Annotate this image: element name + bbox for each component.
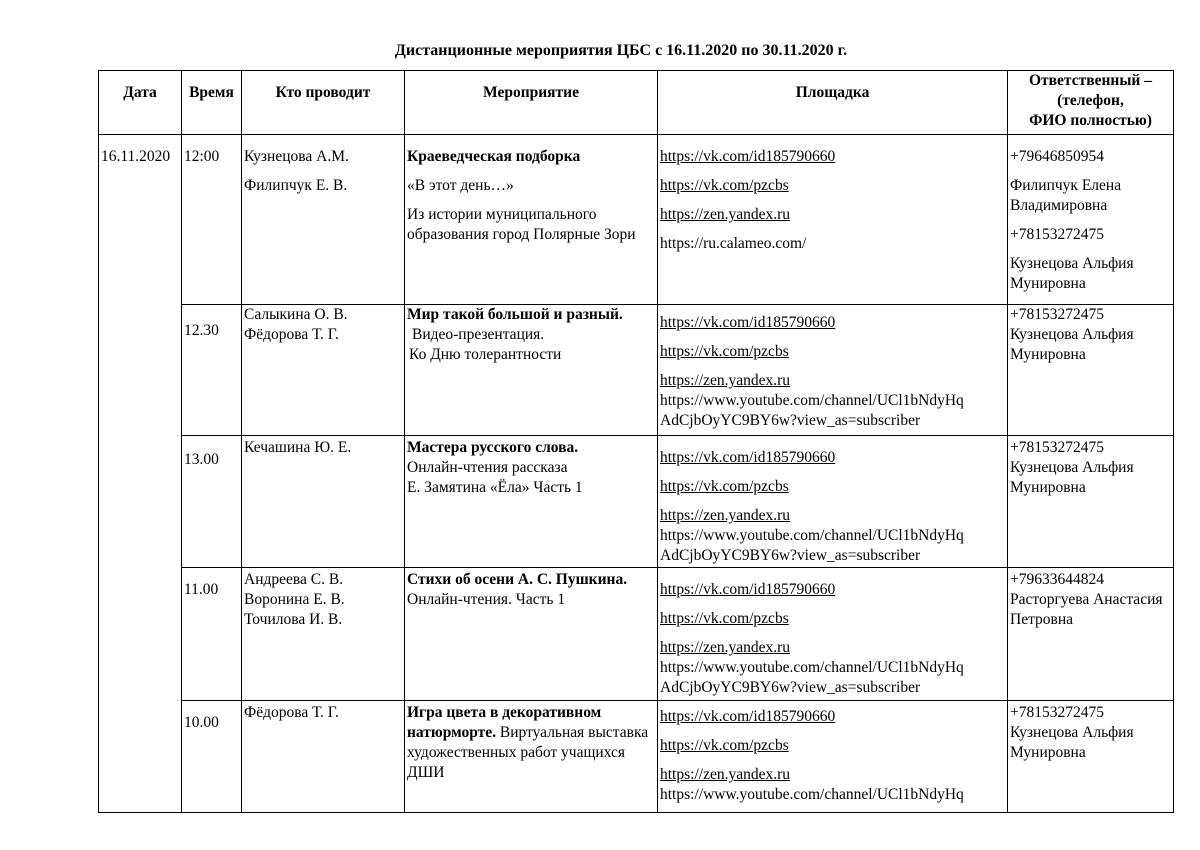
youtube-url-cont: AdCjbOyYC9BY6w?view_as=subscriber <box>660 412 921 429</box>
venue-cell <box>658 701 1008 813</box>
person-name: Расторгуева Анастасия Петровна <box>1010 591 1163 628</box>
header-date: Дата <box>99 71 182 135</box>
vk-pzcbs-link[interactable]: https://vk.com/pzcbs <box>660 177 789 194</box>
time-cell: 12.30 <box>182 305 242 436</box>
phone: +78153272475 <box>1010 226 1104 243</box>
time-cell: 13.00 <box>182 436 242 568</box>
youtube-url: https://www.youtube.com/channel/UCl1bNdyHq <box>660 392 964 409</box>
person-name: Кузнецова Альфия Мунировна <box>1010 255 1134 292</box>
venue-cell <box>658 305 1008 436</box>
who-cell <box>242 568 405 701</box>
person-name: Кузнецова Альфия Мунировна <box>1010 724 1134 761</box>
vk-id-link[interactable]: https://vk.com/id185790660 <box>660 314 836 331</box>
header-time: Время <box>182 71 242 135</box>
person-name: Филипчук Елена Владимировна <box>1010 177 1122 214</box>
header-resp-line1: Ответственный – <box>1029 72 1152 89</box>
responsible-cell <box>1008 701 1174 813</box>
calameo-url: https://ru.calameo.com/ <box>660 235 807 252</box>
who-name: Кузнецова А.М. <box>244 148 349 165</box>
event-cell <box>405 436 658 568</box>
vk-pzcbs-link[interactable]: https://vk.com/pzcbs <box>660 478 789 495</box>
venue-cell <box>658 436 1008 568</box>
who-cell <box>242 135 405 305</box>
event-title: Краеведческая подборка <box>407 148 581 165</box>
event-subtitle: «В этот день…» <box>407 177 514 194</box>
event-cell <box>405 305 658 436</box>
header-resp-line3: ФИО полностью) <box>1029 112 1152 129</box>
youtube-url: https://www.youtube.com/channel/UCl1bNdyHq <box>660 786 964 803</box>
who-name: Воронина Е. В. <box>244 591 345 608</box>
phone: +79646850954 <box>1010 148 1104 165</box>
event-cell <box>405 701 658 813</box>
who-name: Кечашина Ю. Е. <box>244 439 352 456</box>
table-row <box>99 701 1174 813</box>
vk-pzcbs-link[interactable]: https://vk.com/pzcbs <box>660 610 789 627</box>
document-title: Дистанционные мероприятия ЦБС с 16.11.2020 по 30.11.2020 г. <box>394 42 848 59</box>
event-description: Виртуальная выставка художественных работ учащихся ДШИ <box>407 724 649 781</box>
header-resp-line2: (телефон, <box>1057 92 1124 109</box>
responsible-cell <box>1008 568 1174 701</box>
youtube-url: https://www.youtube.com/channel/UCl1bNdyHq <box>660 659 964 676</box>
time-cell: 10.00 <box>182 701 242 813</box>
phone: +78153272475 <box>1010 704 1104 721</box>
time-cell: 11.00 <box>182 568 242 701</box>
table-row <box>99 436 1174 568</box>
header-venue: Площадка <box>658 71 1008 135</box>
event-title: Стихи об осени А. С. Пушкина. <box>407 571 628 588</box>
zen-yandex-link[interactable]: https://zen.yandex.ru <box>660 206 790 223</box>
vk-id-link[interactable]: https://vk.com/id185790660 <box>660 148 836 165</box>
event-title: Мастера русского слова. <box>407 439 579 456</box>
event-description: Ко Дню толерантности <box>409 346 562 363</box>
header-who: Кто проводит <box>242 71 405 135</box>
event-description: Из истории муниципального образования город Полярные Зори <box>407 206 636 243</box>
youtube-url: https://www.youtube.com/channel/UCl1bNdyHq <box>660 527 964 544</box>
event-description: Онлайн-чтения. Часть 1 <box>407 591 566 608</box>
who-name: Филипчук Е. В. <box>244 177 348 194</box>
time-cell: 12:00 <box>182 135 242 305</box>
zen-yandex-link[interactable]: https://zen.yandex.ru <box>660 766 790 783</box>
responsible-cell <box>1008 135 1174 305</box>
zen-yandex-link[interactable]: https://zen.yandex.ru <box>660 639 790 656</box>
phone: +79633644824 <box>1010 571 1104 588</box>
who-name: Фёдорова Т. Г. <box>244 326 339 343</box>
vk-id-link[interactable]: https://vk.com/id185790660 <box>660 449 836 466</box>
table-row <box>99 305 1174 436</box>
zen-yandex-link[interactable]: https://zen.yandex.ru <box>660 372 790 389</box>
who-name: Салыкина О. В. <box>244 306 348 323</box>
vk-id-link[interactable]: https://vk.com/id185790660 <box>660 708 836 725</box>
schedule-table <box>98 70 1174 813</box>
person-name: Кузнецова Альфия Мунировна <box>1010 326 1134 363</box>
who-cell <box>242 436 405 568</box>
youtube-url-cont: AdCjbOyYC9BY6w?view_as=subscriber <box>660 679 921 696</box>
header-row <box>99 71 1174 135</box>
zen-yandex-link[interactable]: https://zen.yandex.ru <box>660 507 790 524</box>
who-cell <box>242 701 405 813</box>
person-name: Кузнецова Альфия Мунировна <box>1010 459 1134 496</box>
responsible-cell <box>1008 436 1174 568</box>
vk-pzcbs-link[interactable]: https://vk.com/pzcbs <box>660 343 789 360</box>
who-name: Фёдорова Т. Г. <box>244 704 339 721</box>
table-row <box>99 135 1174 305</box>
vk-pzcbs-link[interactable]: https://vk.com/pzcbs <box>660 737 789 754</box>
youtube-url-cont: AdCjbOyYC9BY6w?view_as=subscriber <box>660 547 921 564</box>
event-description: Е. Замятина «Ёла» Часть 1 <box>407 479 583 496</box>
venue-cell <box>658 135 1008 305</box>
phone: +78153272475 <box>1010 306 1104 323</box>
venue-cell <box>658 568 1008 701</box>
table-row <box>99 568 1174 701</box>
vk-id-link[interactable]: https://vk.com/id185790660 <box>660 581 836 598</box>
date-cell: 16.11.2020 <box>99 135 182 813</box>
who-name: Андреева С. В. <box>244 571 344 588</box>
event-title: Игра цвета в декоративном натюрморте. <box>407 704 602 741</box>
phone: +78153272475 <box>1010 439 1104 456</box>
event-cell <box>405 568 658 701</box>
event-cell <box>405 135 658 305</box>
header-event: Мероприятие <box>405 71 658 135</box>
event-title: Мир такой большой и разный. <box>407 306 623 323</box>
who-name: Точилова И. В. <box>244 611 343 628</box>
who-cell <box>242 305 405 436</box>
responsible-cell <box>1008 305 1174 436</box>
event-description: Онлайн-чтения рассказа <box>407 459 568 476</box>
event-description: Видео-презентация. <box>412 326 545 343</box>
header-responsible <box>1008 71 1174 135</box>
